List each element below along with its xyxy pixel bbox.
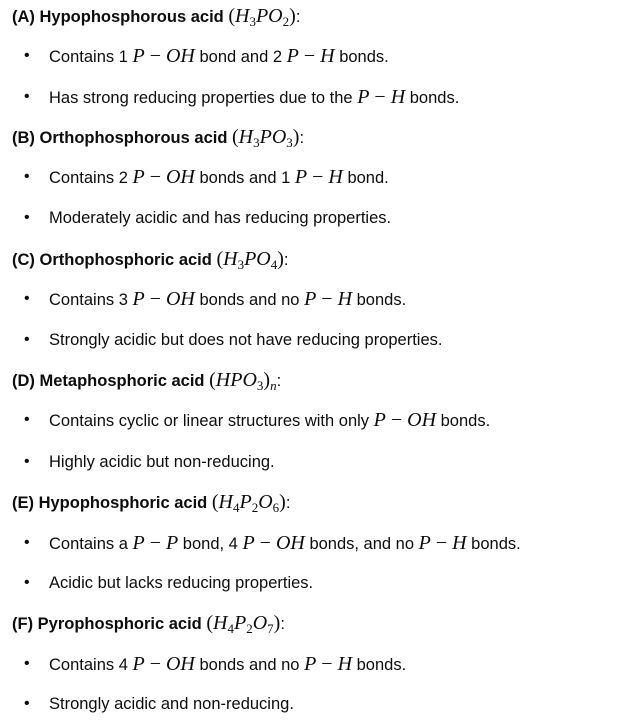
section-heading-b: (B) Orthophosphorous acid $(H_3PO_3)$: xyxy=(12,126,305,150)
section-heading-f: (F) Pyrophosphoric acid $(H_4P_2O_7)$: xyxy=(12,612,285,636)
list-item: • Highly acidic but non-reducing. xyxy=(0,447,642,477)
bullet-icon: • xyxy=(24,574,30,591)
acid-formula: $H_4P_2O_7$ xyxy=(213,612,274,636)
list-item: • Contains 1 P − OH bond and 2 P − H bonds. xyxy=(0,41,642,71)
acid-formula: $HPO_3$ xyxy=(215,369,264,393)
list-item: • Moderately acidic and has reducing properties. xyxy=(0,203,642,233)
section-heading-a: (A) Hypophosphorous acid $(H_3PO_2)$: xyxy=(12,5,301,29)
acid-formula: $H_3PO_4$ xyxy=(223,248,278,272)
acid-name: (E) Hypophosphoric acid xyxy=(12,494,208,512)
section-heading-e: (E) Hypophosphoric acid $(H_4P_2O_6)$: xyxy=(12,491,291,515)
list-item: • Contains 3 P − OH bonds and no P − H bonds. xyxy=(0,284,642,314)
bullet-icon: • xyxy=(24,695,30,712)
list-item: • Contains 4 P − OH bonds and no P − H bonds. xyxy=(0,649,642,679)
list-item: • Strongly acidic but does not have reducing properties. xyxy=(0,325,642,355)
section-heading-d: (D) Metaphosphoric acid $(HPO_3)_n$: xyxy=(12,369,282,393)
section-heading-c: (C) Orthophosphoric acid $(H_3PO_4)$: xyxy=(12,248,289,272)
acid-name: (F) Pyrophosphoric acid xyxy=(12,615,202,633)
bullet-icon: • xyxy=(24,47,30,64)
list-item: • Contains a P − P bond, 4 P − OH bonds, and no P − H bonds. xyxy=(0,528,642,558)
list-item: • Has strong reducing properties due to the P − H bonds. xyxy=(0,82,642,112)
acid-formula: $H_3PO_2$ xyxy=(235,5,290,29)
list-item: • Acidic but lacks reducing properties. xyxy=(0,568,642,598)
list-item: • Contains cyclic or linear structures with only P − OH bonds. xyxy=(0,405,642,435)
bullet-icon: • xyxy=(24,290,30,307)
bullet-icon: • xyxy=(24,88,30,105)
bullet-icon: • xyxy=(24,655,30,672)
acid-name: (C) Orthophosphoric acid xyxy=(12,251,212,269)
bullet-icon: • xyxy=(24,209,30,226)
list-item: • Contains 2 P − OH bonds and 1 P − H bond. xyxy=(0,162,642,192)
acid-name: (A) Hypophosphorous acid xyxy=(12,8,224,26)
bullet-icon: • xyxy=(24,331,30,348)
acid-name: (B) Orthophosphorous acid xyxy=(12,129,228,147)
bullet-icon: • xyxy=(24,453,30,470)
acid-name: (D) Metaphosphoric acid xyxy=(12,372,205,390)
bullet-icon: • xyxy=(24,168,30,185)
list-item: • Strongly acidic and non-reducing. xyxy=(0,689,642,719)
acid-formula: $H_3PO_3$ xyxy=(238,126,293,150)
bullet-icon: • xyxy=(24,534,30,551)
acid-formula: $H_4P_2O_6$ xyxy=(218,491,280,515)
bullet-icon: • xyxy=(24,411,30,428)
